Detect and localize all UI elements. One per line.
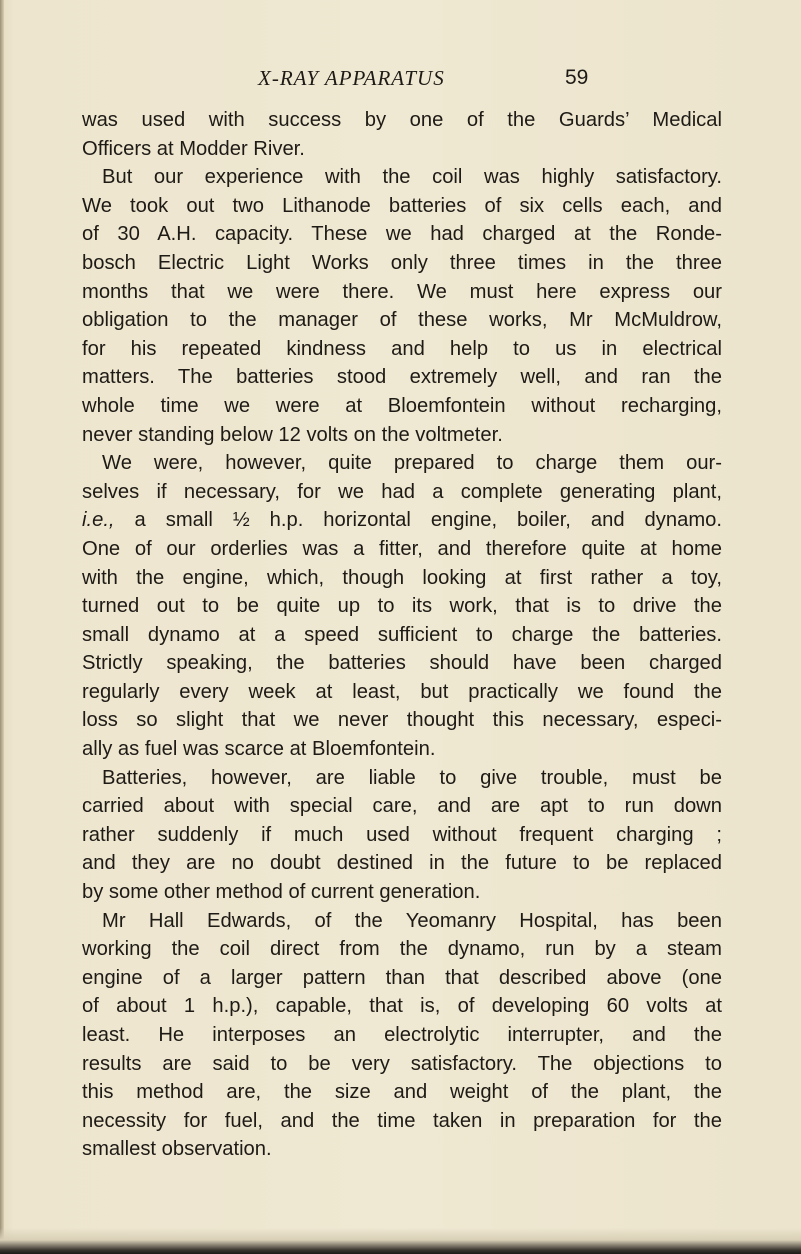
text-line: of about 1 h.p.), capable, that is, of developing 60 volts at — [82, 995, 722, 1018]
running-title: X-RAY APPARATUS — [258, 66, 445, 90]
text-line: Strictly speaking, the batteries should have been charged — [82, 652, 722, 675]
text-line: whole time we were at Bloemfontein without recharging, — [82, 394, 722, 417]
running-header — [0, 66, 801, 90]
text-line: least. He interposes an electrolytic interrupter, and the — [82, 1024, 722, 1046]
text-line: was used with success by one of the Guards’ Medical — [82, 109, 722, 131]
text-line: carried about with special care, and are apt to run down — [82, 795, 722, 818]
page-gutter — [0, 0, 4, 1254]
text-line: smallest observation. — [82, 1138, 272, 1161]
text-line: rather suddenly if much used without frequent charging ; — [82, 823, 722, 846]
italic-abbreviation: i.e., — [82, 509, 115, 532]
text-line: But our experience with the coil was highly satisfactory. — [102, 166, 722, 189]
text-line: selves if necessary, for we had a complete generating plant, — [82, 480, 722, 503]
text-line: bosch Electric Light Works only three times in the three — [82, 251, 722, 274]
text-line: never standing below 12 volts on the voltmeter. — [82, 423, 503, 446]
text-line: Mr Hall Edwards, of the Yeomanry Hospital, has been — [102, 909, 722, 932]
body-text — [82, 106, 722, 1164]
text-line: matters. The batteries stood extremely well, and ran the — [82, 366, 722, 389]
text-line: Batteries, however, are liable to give trouble, must be — [102, 766, 722, 789]
text-line: by some other method of current generation. — [82, 881, 481, 904]
text-line: Officers at Modder River. — [82, 137, 305, 160]
text-line: this method are, the size and weight of the plant, the — [82, 1081, 722, 1104]
text-line: turned out to be quite up to its work, that is to drive the — [82, 595, 722, 618]
text-line: We were, however, quite prepared to charge them our- — [102, 452, 722, 475]
text-line: One of our orderlies was a fitter, and therefore quite at home — [82, 537, 722, 560]
page-number: 59 — [565, 66, 589, 89]
text-line: obligation to the manager of these works, Mr McMuldrow, — [82, 309, 722, 332]
text-line: for his repeated kindness and help to us in electrical — [82, 337, 722, 360]
text-line: with the engine, which, though looking at first rather a toy, — [82, 566, 722, 589]
text-line: months that we were there. We must here express our — [82, 280, 722, 303]
text-line: small dynamo at a speed sufficient to charge the batteries. — [82, 623, 722, 646]
text-line: working the coil direct from the dynamo, run by a steam — [82, 938, 722, 961]
text-line: regularly every week at least, but practically we found the — [82, 680, 722, 703]
text-line: and they are no doubt destined in the future to be replaced — [82, 852, 722, 875]
text-line: necessity for fuel, and the time taken in preparation for the — [82, 1109, 722, 1132]
text-line — [82, 506, 722, 535]
text-line: engine of a larger pattern than that described above (one — [82, 966, 722, 989]
text-line: of 30 A.H. capacity. These we had charged at the Ronde- — [82, 223, 722, 246]
text-line: We took out two Lithanode batteries of six cells each, and — [82, 194, 722, 217]
text-line: results are said to be very satisfactory. The objections to — [82, 1052, 722, 1075]
text-line: loss so slight that we never thought this necessary, especi- — [82, 709, 722, 732]
page-bottom-edge — [0, 1228, 801, 1254]
line-text: a small ½ h.p. horizontal engine, boiler, and dynamo. — [114, 509, 722, 532]
text-line: ally as fuel was scarce at Bloemfontein. — [82, 738, 436, 761]
